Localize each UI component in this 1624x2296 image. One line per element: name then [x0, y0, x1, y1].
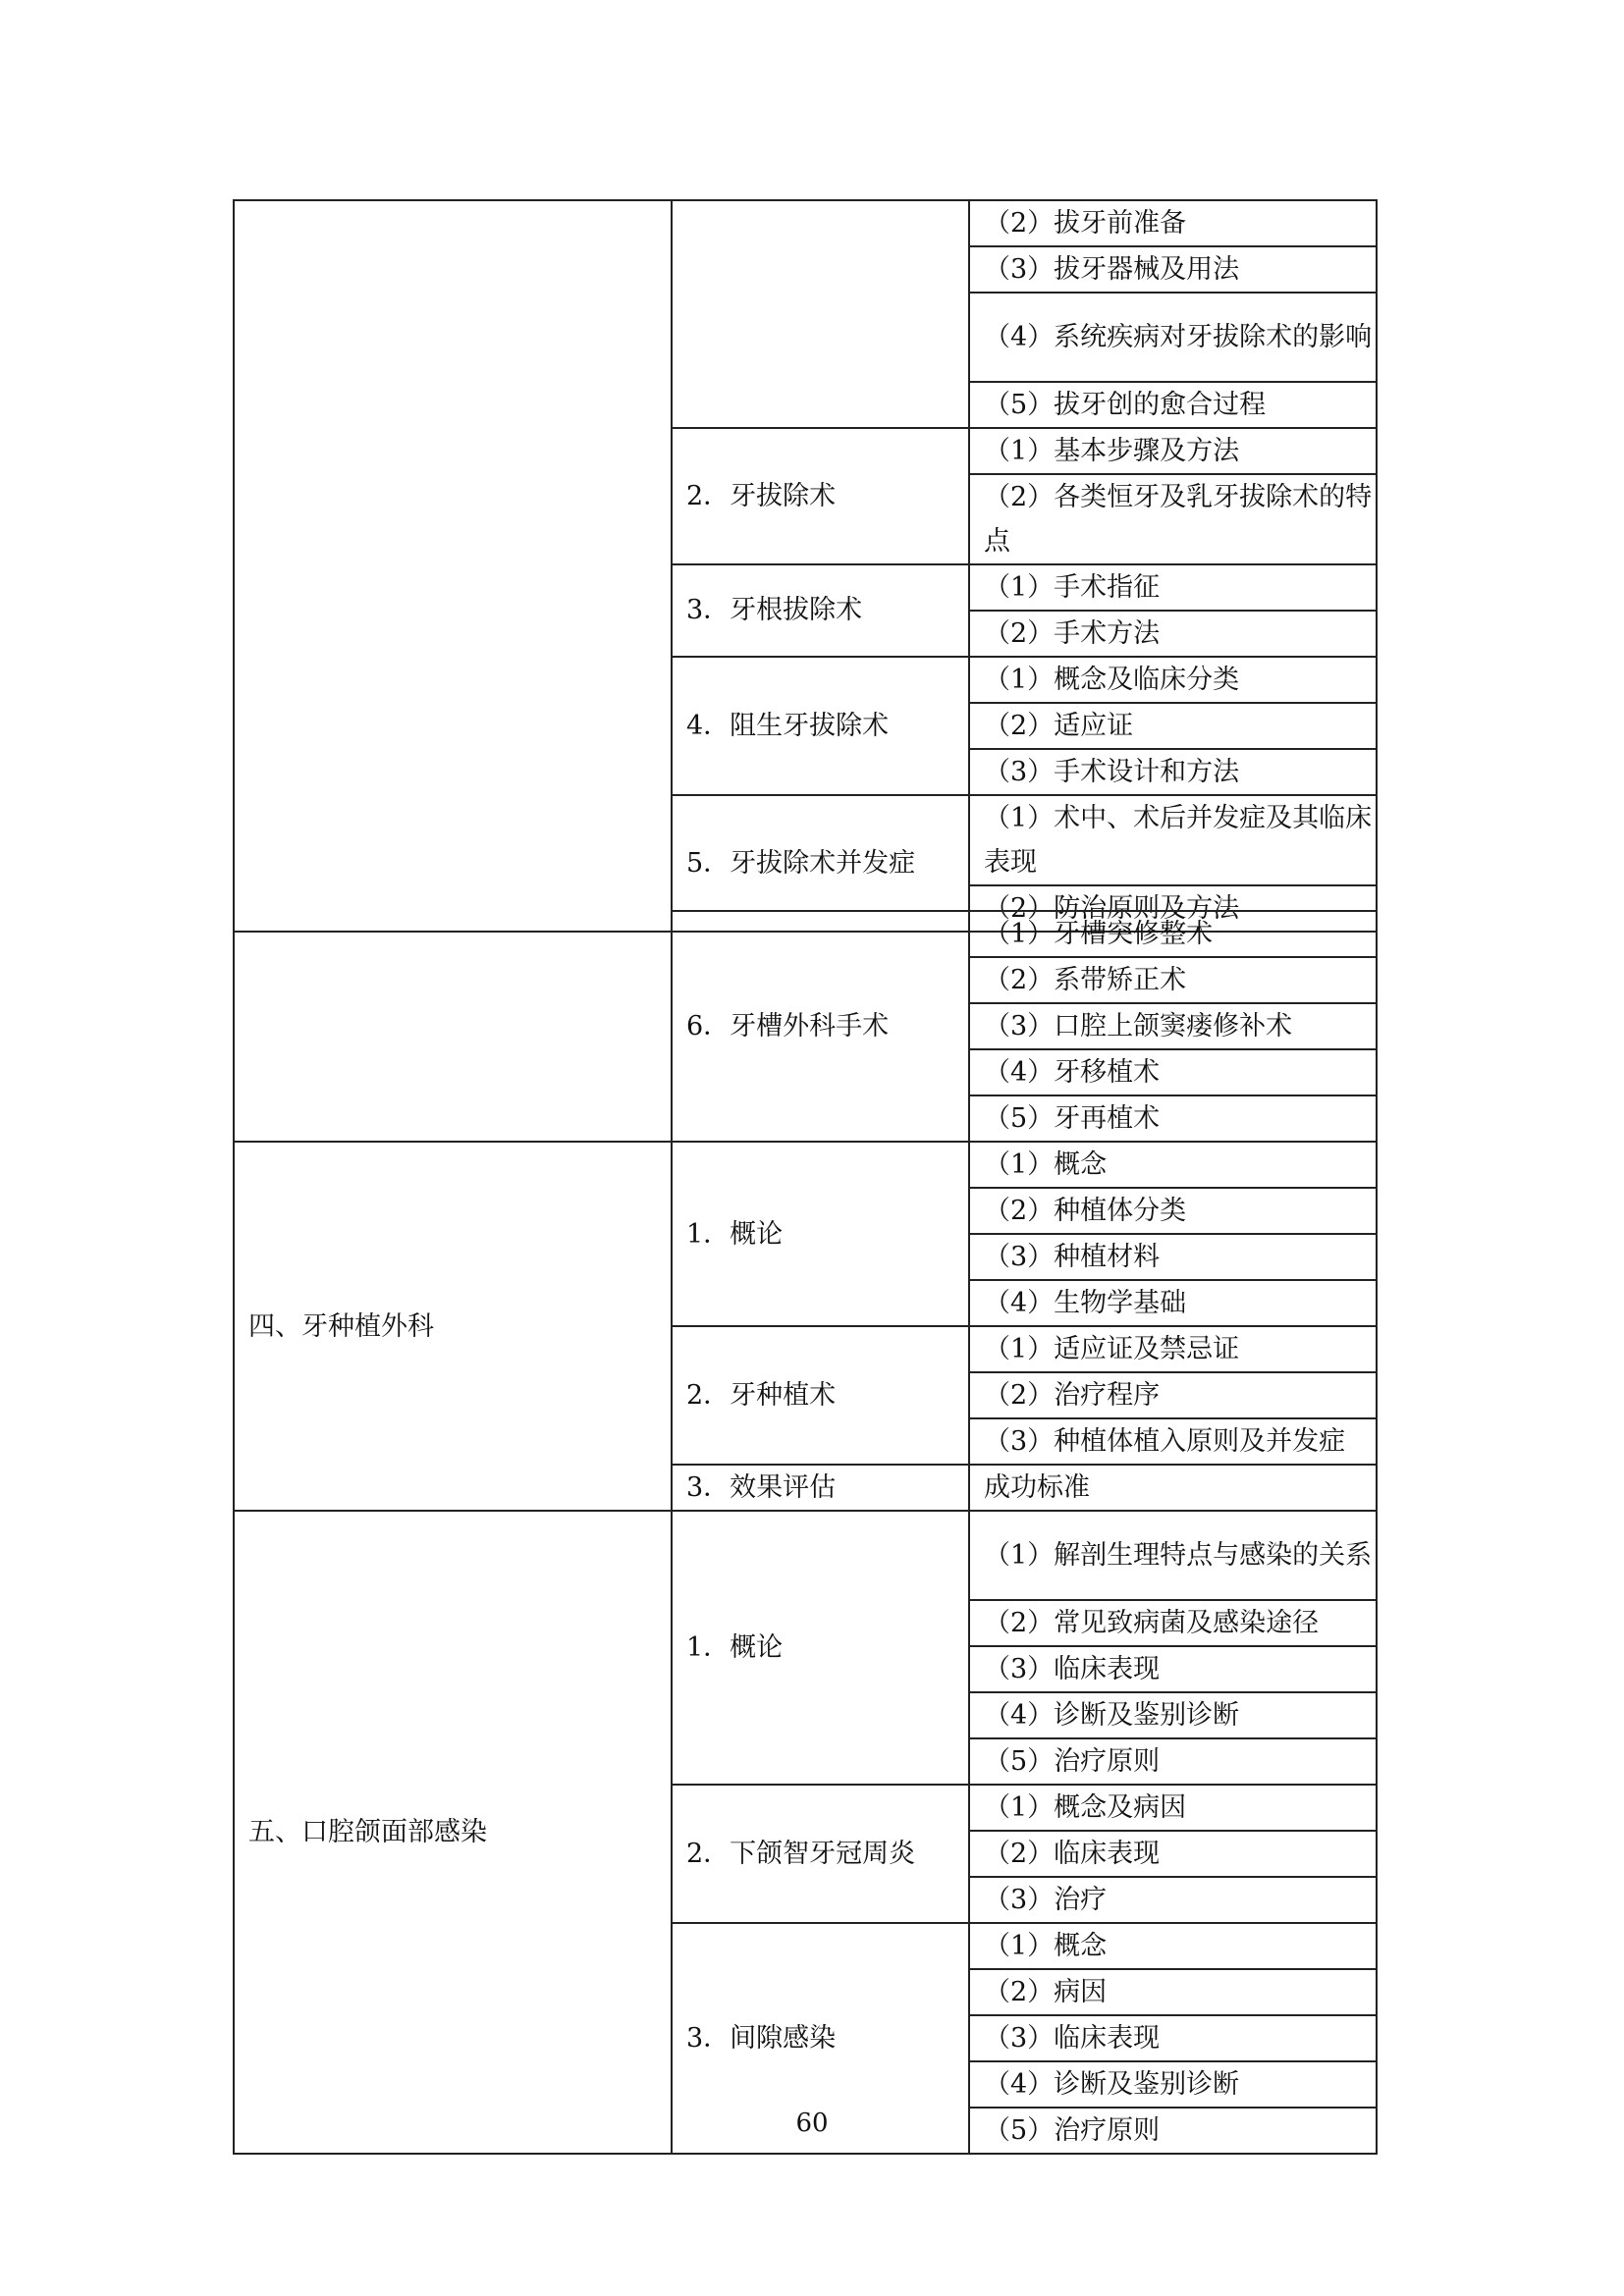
item-cell: （1）概念及临床分类: [969, 657, 1377, 703]
item-cell: （3）临床表现: [969, 1646, 1377, 1692]
item-cell: （4）系统疾病对牙拔除术的影响: [969, 293, 1377, 382]
item-cell: （1）概念: [969, 1923, 1377, 1969]
item-cell: （5）牙再植术: [969, 1095, 1377, 1142]
item-cell: （4）牙移植术: [969, 1049, 1377, 1095]
item-cell: （2）手术方法: [969, 611, 1377, 657]
item-cell: （2）拔牙前准备: [969, 200, 1377, 246]
unit-cell: 五、口腔颌面部感染: [234, 1511, 672, 2154]
item-cell: （2）常见致病菌及感染途径: [969, 1600, 1377, 1646]
topic-cell: 3．效果评估: [672, 1465, 969, 1511]
item-cell: （4）诊断及鉴别诊断: [969, 2061, 1377, 2108]
item-cell: （2）病因: [969, 1969, 1377, 2015]
topic-cell: 2．牙种植术: [672, 1326, 969, 1465]
item-cell: （1）术中、术后并发症及其临床表现: [969, 795, 1377, 885]
item-cell: （2）治疗程序: [969, 1372, 1377, 1418]
syllabus-table: [233, 199, 1378, 933]
topic-cell: 1．概论: [672, 1511, 969, 1785]
item-cell: （3）手术设计和方法: [969, 749, 1377, 795]
topic-cell: 6．牙槽外科手术: [672, 911, 969, 1142]
topic-cell: 3．间隙感染: [672, 1923, 969, 2154]
topic-cell: 5．牙拔除术并发症: [672, 795, 969, 932]
item-cell: （3）种植材料: [969, 1234, 1377, 1280]
item-cell: （5）治疗原则: [969, 2108, 1377, 2154]
unit-cell: [234, 200, 672, 932]
item-cell: （1）概念及病因: [969, 1785, 1377, 1831]
item-cell: （1）基本步骤及方法: [969, 428, 1377, 474]
item-cell: （1）适应证及禁忌证: [969, 1326, 1377, 1372]
item-cell: 成功标准: [969, 1465, 1377, 1511]
item-cell: （3）种植体植入原则及并发症: [969, 1418, 1377, 1465]
item-cell: （4）诊断及鉴别诊断: [969, 1692, 1377, 1738]
item-cell: （2）各类恒牙及乳牙拔除术的特点: [969, 474, 1377, 564]
item-cell: （3）拔牙器械及用法: [969, 246, 1377, 293]
topic-cell: 2．下颌智牙冠周炎: [672, 1785, 969, 1923]
item-cell: （3）治疗: [969, 1877, 1377, 1923]
topic-cell: 1．概论: [672, 1142, 969, 1326]
topic-cell: 3．牙根拔除术: [672, 564, 969, 657]
item-cell: （4）生物学基础: [969, 1280, 1377, 1326]
topic-cell: 4．阻生牙拔除术: [672, 657, 969, 795]
page-number: 60: [795, 2109, 829, 2138]
syllabus-table-continued: [233, 910, 1378, 2155]
item-cell: （3）临床表现: [969, 2015, 1377, 2061]
item-cell: （3）口腔上颌窦瘘修补术: [969, 1003, 1377, 1049]
item-cell: （2）种植体分类: [969, 1188, 1377, 1234]
item-cell: （1）牙槽突修整术: [969, 911, 1377, 957]
item-cell: （2）防治原则及方法: [969, 885, 1377, 932]
item-cell: （5）拔牙创的愈合过程: [969, 382, 1377, 428]
unit-cell: [234, 911, 672, 1142]
unit-cell: 四、牙种植外科: [234, 1142, 672, 1511]
item-cell: （1）概念: [969, 1142, 1377, 1188]
item-cell: （5）治疗原则: [969, 1738, 1377, 1785]
topic-cell: [672, 200, 969, 428]
item-cell: （2）系带矫正术: [969, 957, 1377, 1003]
item-cell: （2）临床表现: [969, 1831, 1377, 1877]
topic-cell: 2．牙拔除术: [672, 428, 969, 564]
item-cell: （2）适应证: [969, 703, 1377, 749]
item-cell: （1）手术指征: [969, 564, 1377, 611]
item-cell: （1）解剖生理特点与感染的关系: [969, 1511, 1377, 1600]
